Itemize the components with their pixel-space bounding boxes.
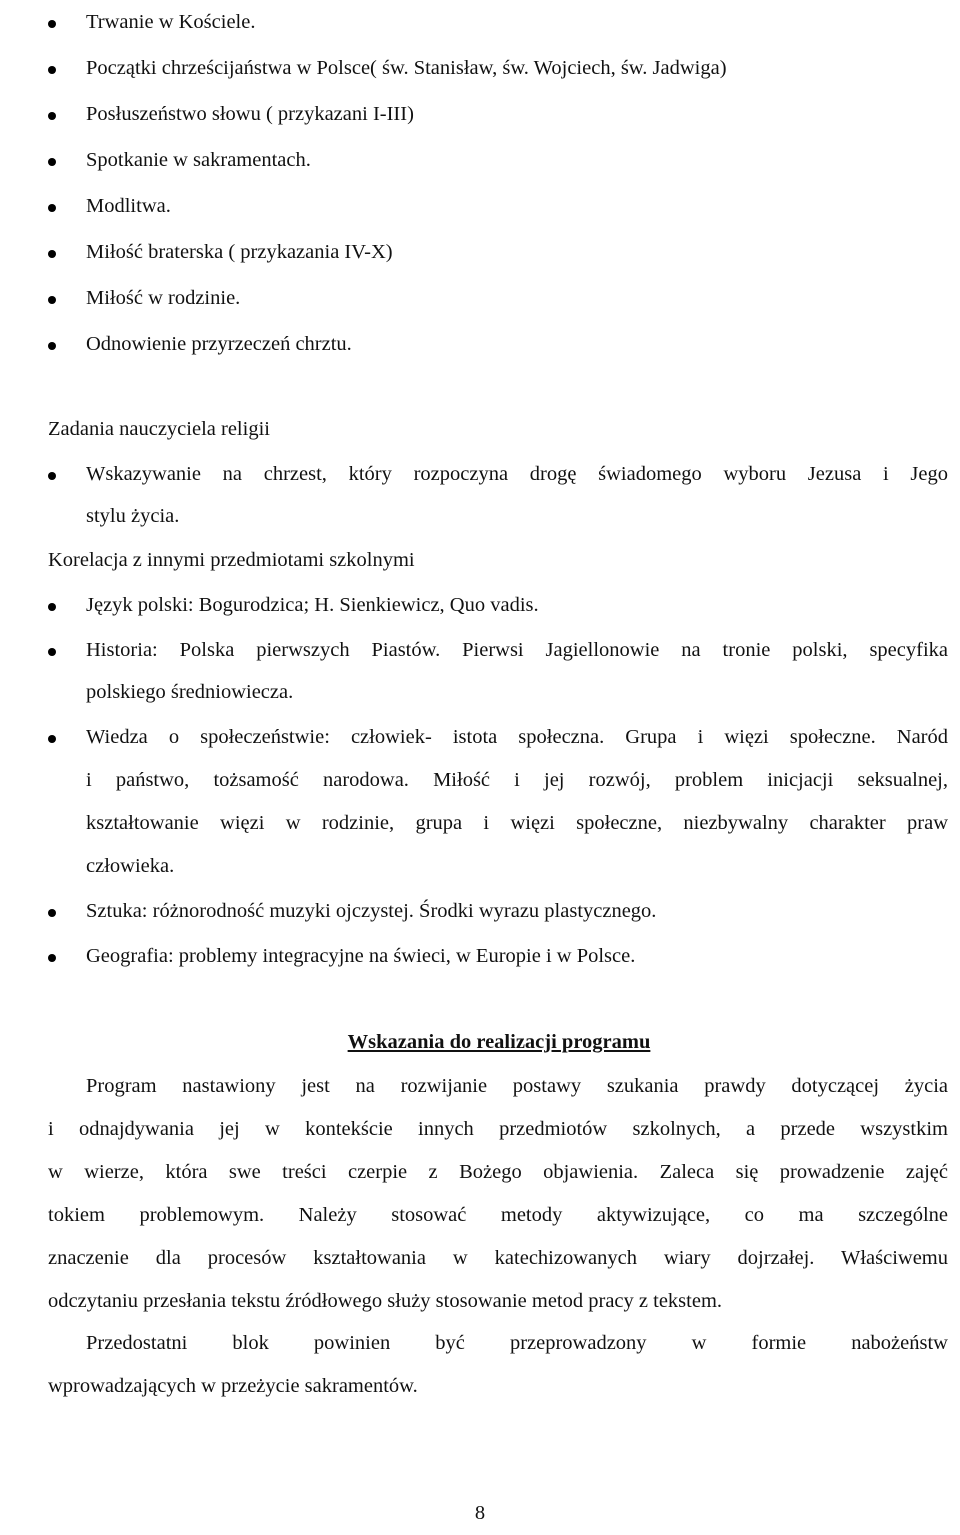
list-item: Sztuka: różnorodność muzyki ojczystej. Środki wyrazu plastycznego. (86, 900, 657, 922)
list-item: Trwanie w Kościele. (86, 11, 256, 33)
list-item: Miłość w rodzinie. (86, 287, 241, 309)
list-item: Modlitwa. (86, 195, 171, 217)
list-item-continuation: i państwo, tożsamość narodowa. Miłość i jej rozwój, problem inicjacji seksualnej, (86, 769, 948, 791)
section-title: Wskazania do realizacji programu (347, 1031, 651, 1053)
paragraph-line: Przedostatni blok powinien być przeprowadzony w formie nabożeństw (86, 1332, 948, 1354)
bullet-icon (48, 648, 56, 656)
bullet-icon (48, 954, 56, 962)
paragraph-line: i odnajdywania jej w kontekście innych przedmiotów szkolnych, a przede wszystkim (48, 1118, 948, 1140)
list-item: Posłuszeństwo słowu ( przykazani I-III) (86, 103, 414, 125)
list-item: Początki chrześcijaństwa w Polsce( św. Stanisław, św. Wojciech, św. Jadwiga) (86, 57, 727, 79)
list-item: Geografia: problemy integracyjne na świeci, w Europie i w Polsce. (86, 945, 636, 967)
bullet-icon (48, 204, 56, 212)
list-item-continuation: człowieka. (86, 855, 175, 877)
bullet-icon (48, 250, 56, 258)
paragraph-line: Program nastawiony jest na rozwijanie postawy szukania prawdy dotyczącej życia (86, 1075, 948, 1097)
page-number: 8 (474, 1502, 486, 1524)
bullet-icon (48, 735, 56, 743)
list-item: Historia: Polska pierwszych Piastów. Pierwsi Jagiellonowie na tronie polski, specyfika (86, 639, 948, 661)
bullet-icon (48, 603, 56, 611)
bullet-icon (48, 342, 56, 350)
bullet-icon (48, 158, 56, 166)
list-item: Spotkanie w sakramentach. (86, 149, 311, 171)
paragraph-line: znaczenie dla procesów kształtowania w katechizowanych wiary dojrzałej. Właściwemu (48, 1247, 948, 1269)
heading-teacher-tasks: Zadania nauczyciela religii (48, 418, 270, 440)
bullet-icon (48, 472, 56, 480)
list-item: Odnowienie przyrzeczeń chrztu. (86, 333, 352, 355)
list-item-continuation: kształtowanie więzi w rodzinie, grupa i więzi społeczne, niezbywalny charakter praw (86, 812, 948, 834)
paragraph-line: w wierze, która swe treści czerpie z Bożego objawienia. Zaleca się prowadzenie zajęć (48, 1161, 948, 1183)
paragraph-line: wprowadzających w przeżycie sakramentów. (48, 1375, 418, 1397)
list-item-continuation: polskiego średniowiecza. (86, 681, 294, 703)
list-item: Wiedza o społeczeństwie: człowiek- istota społeczna. Grupa i więzi społeczne. Naród (86, 726, 948, 748)
list-item: Miłość braterska ( przykazania IV-X) (86, 241, 393, 263)
bullet-icon (48, 20, 56, 28)
bullet-icon (48, 112, 56, 120)
heading-correlation: Korelacja z innymi przedmiotami szkolnymi (48, 549, 415, 571)
paragraph-line: tokiem problemowym. Należy stosować metody aktywizujące, co ma szczególne (48, 1204, 948, 1226)
bullet-icon (48, 909, 56, 917)
list-item: Język polski: Bogurodzica; H. Sienkiewicz, Quo vadis. (86, 594, 539, 616)
list-item: Wskazywanie na chrzest, który rozpoczyna drogę świadomego wyboru Jezusa i Jego (86, 463, 948, 485)
bullet-icon (48, 66, 56, 74)
paragraph-line: odczytaniu przesłania tekstu źródłowego służy stosowanie metod pracy z tekstem. (48, 1290, 723, 1312)
list-item-continuation: stylu życia. (86, 505, 180, 527)
bullet-icon (48, 296, 56, 304)
